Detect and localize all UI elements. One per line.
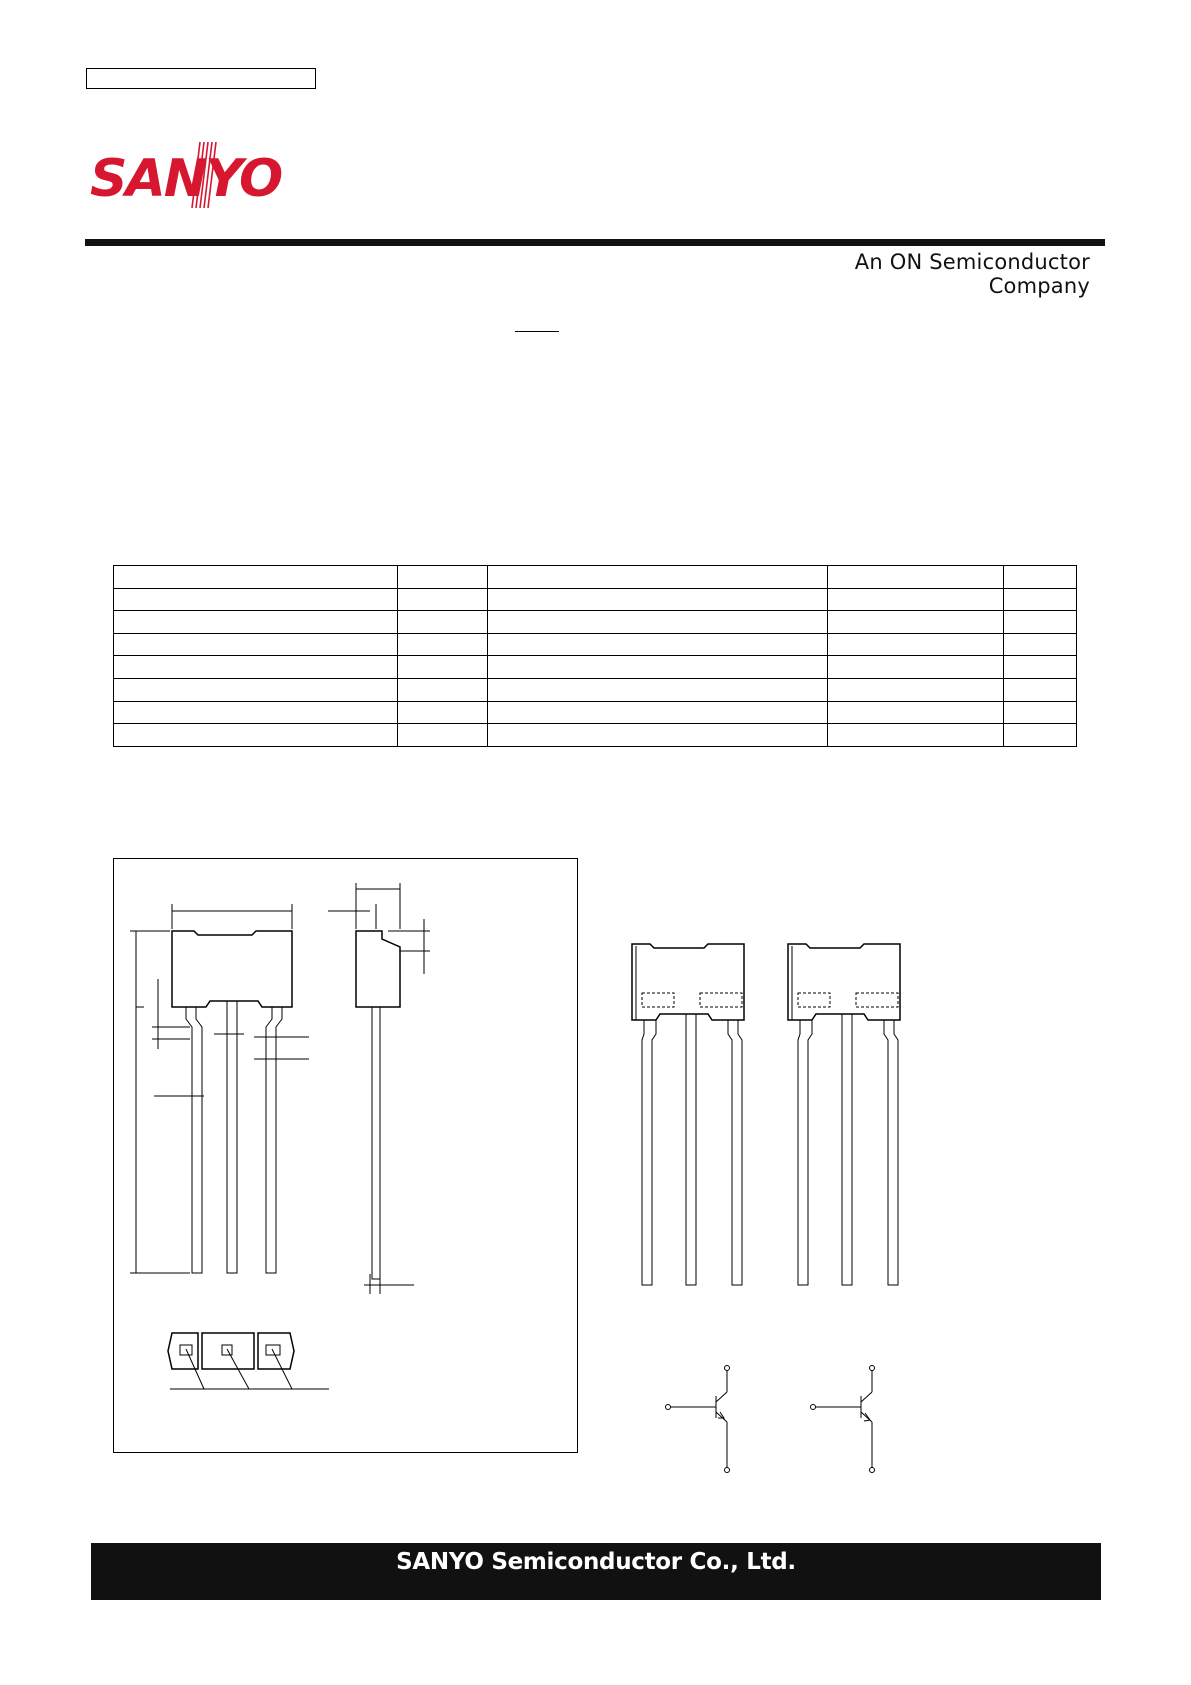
- table-row: [114, 724, 1077, 747]
- ratings-table: [113, 565, 1077, 747]
- table-row: [114, 566, 1077, 589]
- table-row: [114, 656, 1077, 679]
- table-row: [114, 633, 1077, 656]
- transistor-symbols: [660, 1362, 960, 1480]
- company-tagline: An ON Semiconductor Company: [854, 250, 1090, 298]
- pin-assignment-drawing: [620, 930, 920, 1290]
- table-row: [114, 611, 1077, 634]
- footer-company-name: SANYO Semiconductor Co., Ltd.: [396, 1549, 796, 1575]
- table-row: [114, 701, 1077, 724]
- table-row: [114, 678, 1077, 701]
- package-dimensions-frame: [113, 858, 578, 1453]
- transistor-symbol-drawing: [660, 1362, 960, 1480]
- pin-assignment-drawings: [620, 930, 920, 1290]
- table-row: [114, 588, 1077, 611]
- package-dimension-drawing: [114, 859, 579, 1454]
- sanyo-logo: [88, 138, 303, 210]
- title-underline: [515, 331, 559, 332]
- header-rule: [85, 239, 1105, 246]
- ordering-number-box: [86, 68, 316, 89]
- svg-text:SANYO: SANYO: [90, 149, 282, 209]
